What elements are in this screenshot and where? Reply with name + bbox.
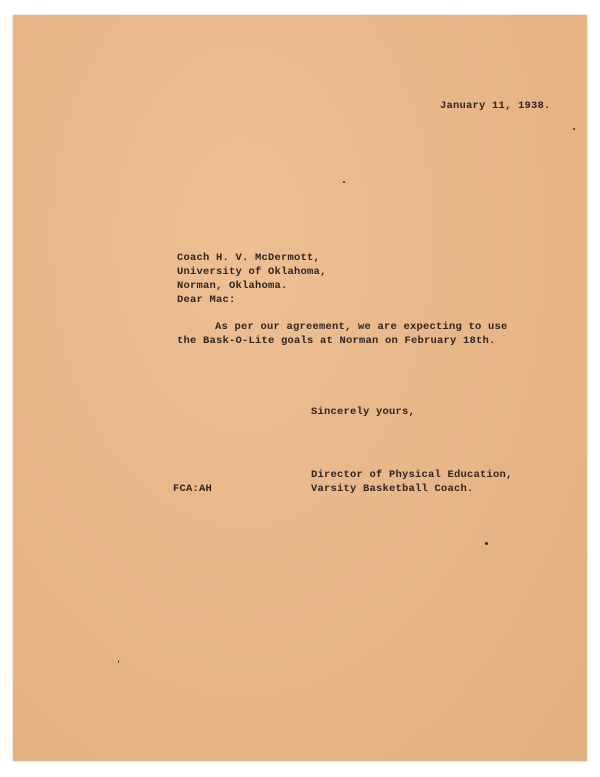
recipient-address: [177, 251, 327, 293]
recipient-line: University of Oklahoma,: [177, 266, 327, 278]
signature-line: Varsity Basketball Coach.: [311, 483, 474, 495]
salutation: Dear Mac:: [177, 294, 236, 306]
body-line: As per our agreement, we are expecting to use: [215, 321, 508, 333]
paper-speck: [573, 128, 575, 130]
signature-block: [311, 468, 513, 496]
signature-line: Director of Physical Education,: [311, 469, 513, 481]
body-line: the Bask-O-Lite goals at Norman on February 18th.: [177, 335, 496, 347]
recipient-line: Norman, Oklahoma.: [177, 280, 288, 292]
letter-page: [13, 15, 587, 761]
letter-date: January 11, 1938.: [440, 100, 551, 112]
paper-speck: [343, 181, 345, 183]
closing: Sincerely yours,: [311, 406, 416, 418]
reference-initials: FCA:AH: [173, 483, 213, 495]
recipient-line: Coach H. V. McDermott,: [177, 252, 321, 264]
paper-speck: [118, 660, 119, 663]
paper-speck: [485, 542, 488, 545]
